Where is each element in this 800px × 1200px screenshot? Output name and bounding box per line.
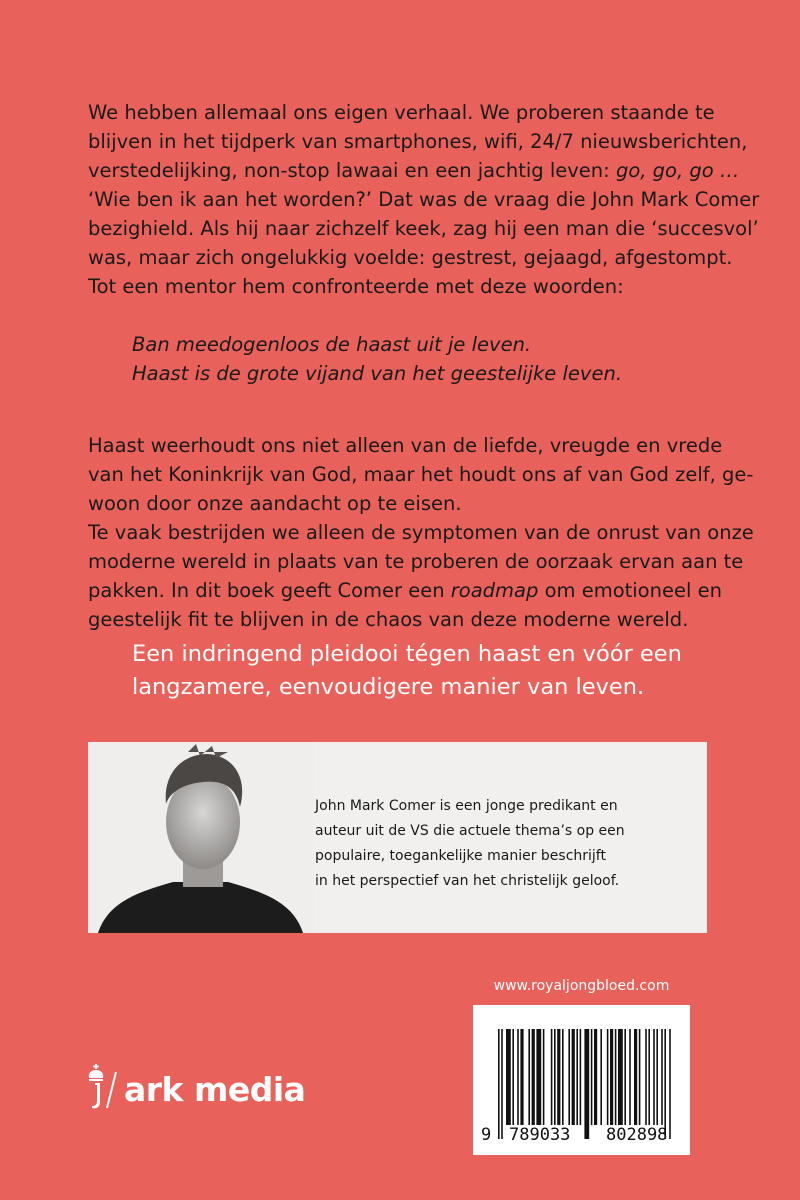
barcode-bar (661, 1029, 663, 1125)
text-segment: woon door onze aandacht op te eisen. (88, 492, 462, 515)
text-line (88, 272, 712, 301)
text-segment: bezighield. Als hij naar zichzelf keek, zag hij een man die ‘succesvol’ (88, 217, 759, 240)
text-line (88, 460, 754, 489)
publisher-logo (86, 1064, 305, 1110)
text-segment: Haast weerhoudt ons niet alleen van de liefde, vreugde en vrede (88, 434, 723, 457)
crown-j-icon (86, 1064, 120, 1110)
barcode-bar (594, 1029, 597, 1125)
text-line (88, 547, 744, 576)
intro-paragraph (88, 98, 760, 301)
text-segment: Tot een mentor hem confronteerde met deze woorden: (88, 275, 624, 298)
barcode-bar (629, 1029, 631, 1125)
quote (132, 330, 622, 388)
barcode-bar (532, 1029, 535, 1125)
text-line (88, 489, 712, 518)
text-line (88, 518, 754, 547)
quote-line: Haast is de grote vijand van het geestelijke leven. (132, 362, 623, 385)
barcode-bar (568, 1029, 570, 1125)
author-photo (88, 742, 313, 933)
bio-line: auteur uit de VS die actuele thema’s op een (315, 823, 625, 839)
text-segment: van het Koninkrijk van God, maar het houdt ons af van God zelf, ge- (88, 463, 754, 486)
barcode-bar (543, 1029, 545, 1125)
tagline-line: Een indringend pleidooi tégen haast en vóór een (132, 641, 682, 667)
text-line (88, 605, 712, 634)
publisher-name: ark media (124, 1070, 306, 1109)
barcode-bar (645, 1029, 647, 1125)
text-segment: Te vaak bestrijden we alleen de symptomen van de onrust van onze (88, 521, 754, 544)
barcode-left-digits: 789033 (509, 1125, 571, 1145)
barcode-bar (639, 1029, 641, 1125)
barcode-bar (656, 1029, 658, 1125)
publisher-website: www.royaljongbloed.com (493, 978, 670, 994)
barcode-bar (554, 1029, 556, 1125)
quote-line: Ban meedogenloos de haast uit je leven. (132, 333, 532, 356)
bio-line: in het perspectief van het christelijk geloof. (315, 873, 620, 889)
barcode-bar (648, 1029, 650, 1125)
barcode-bar (520, 1029, 523, 1125)
barcode-right-digits: 802898 (606, 1125, 668, 1145)
barcode-bar (528, 1029, 530, 1125)
barcode-bar (669, 1029, 671, 1139)
emphasis: roadmap (450, 579, 539, 602)
barcode-bar (506, 1029, 511, 1125)
barcode-bar (512, 1029, 514, 1125)
barcode-bar (634, 1029, 637, 1125)
barcode-bar (618, 1029, 623, 1125)
text-line (88, 431, 723, 460)
barcode-bar (584, 1029, 589, 1139)
barcode-bar (501, 1029, 503, 1139)
barcode-bar (615, 1029, 617, 1125)
emphasis: go, go, go … (615, 159, 740, 182)
text-line (88, 98, 715, 127)
text-line (88, 185, 760, 214)
text-segment: was, maar zich ongelukkig voelde: gestrest, gejaagd, afgestompt. (88, 246, 733, 269)
barcode-bar (600, 1029, 602, 1125)
bio-line: populaire, toegankelijke manier beschrijft (315, 848, 606, 864)
text-line (88, 243, 733, 272)
author-bio (315, 794, 625, 894)
barcode-bar (576, 1029, 578, 1125)
text-line (88, 156, 740, 185)
tagline-line: langzamere, eenvoudigere manier van leven. (132, 674, 645, 700)
barcode-bar (664, 1029, 666, 1139)
barcode-bar (536, 1029, 541, 1125)
barcode-bar (653, 1029, 655, 1125)
bio-line: John Mark Comer is een jonge predikant en (315, 798, 618, 814)
barcode-bar (610, 1029, 613, 1125)
text-line (88, 214, 759, 243)
tagline (132, 638, 682, 704)
text-segment: blijven in het tijdperk van smartphones, wifi, 24/7 nieuwsberichten, (88, 130, 748, 153)
barcode-bar (517, 1029, 519, 1125)
text-line (88, 127, 748, 156)
text-segment: verstedelijking, non-stop lawaai en een jachtig leven: (88, 159, 616, 182)
text-segment: pakken. In dit boek geeft Comer een (88, 579, 451, 602)
barcode-bar (607, 1029, 609, 1125)
barcode-bar (624, 1029, 626, 1125)
text-segment: moderne wereld in plaats van te proberen de oorzaak ervan aan te (88, 550, 744, 573)
isbn-barcode (473, 1005, 690, 1155)
barcode-lead-digit: 9 (481, 1125, 492, 1145)
barcode-bar (551, 1029, 553, 1125)
text-segment: We hebben allemaal ons eigen verhaal. We proberen staande te (88, 101, 715, 124)
text-line (88, 576, 722, 605)
body-paragraph (88, 431, 754, 634)
author-bio-box (88, 742, 707, 933)
barcode-bar (498, 1029, 500, 1139)
text-segment: geestelijk fit te blijven in de chaos van deze moderne wereld. (88, 608, 689, 631)
text-segment: ‘Wie ben ik aan het worden?’ Dat was de vraag die John Mark Comer (88, 188, 760, 211)
barcode-bar (557, 1029, 560, 1125)
text-segment: om emotioneel en (538, 579, 722, 602)
barcode-bar (562, 1029, 564, 1125)
barcode-bar (572, 1029, 575, 1125)
barcode-bar (580, 1029, 582, 1125)
barcode-bar (591, 1029, 593, 1125)
